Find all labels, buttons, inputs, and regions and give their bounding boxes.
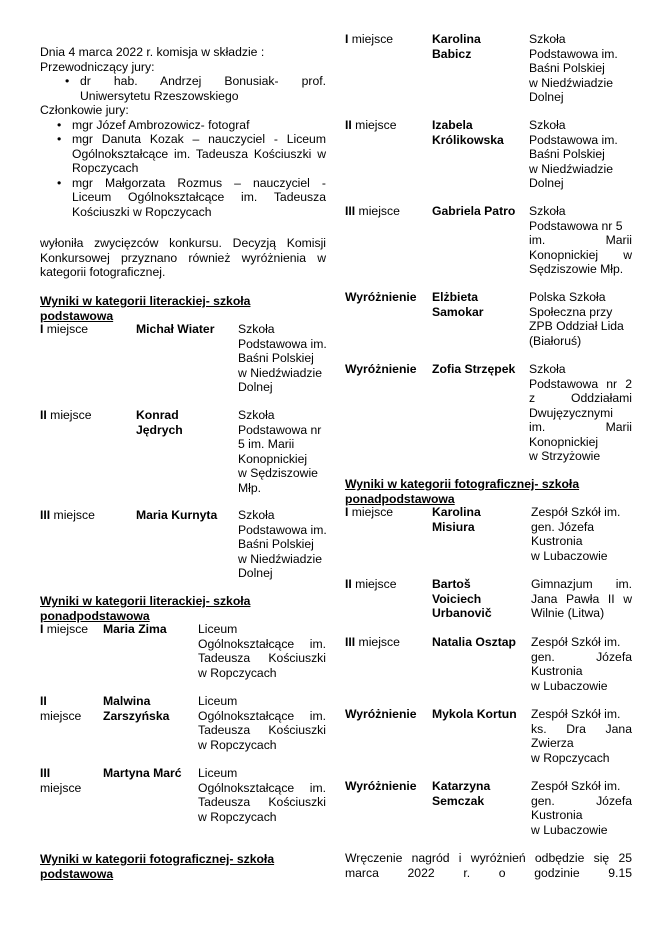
school-cell: Liceum Ogólnokształcące im. Tadeusza Kościuszki w Ropczycach: [198, 766, 326, 824]
winner-name: Karolina Babicz: [432, 32, 481, 61]
winner-name: Malwina Zarszyńska: [103, 694, 170, 723]
winner-name: Gabriela Patro: [432, 204, 516, 218]
intro-block: [40, 45, 326, 219]
winner-name: Maria Zima: [103, 622, 167, 636]
chair-label: Przewodniczący jury:: [40, 59, 155, 74]
place-cell: III miejsce: [345, 204, 400, 218]
place-cell: Wyróżnienie: [345, 707, 417, 721]
winner-name: Zofia Strzępek: [432, 362, 516, 376]
chair-list: [40, 74, 326, 103]
school-cell: Zespół Szkół im. gen. Józefa Kustronia w Lubaczowie: [531, 505, 621, 563]
members-label: Członkowie jury:: [40, 103, 129, 117]
place-cell: I miejsce: [345, 505, 394, 519]
place-cell: III miejsce: [345, 635, 400, 649]
members-list: [40, 118, 326, 220]
school-cell: Liceum Ogólnokształcące im. Tadeusza Kościuszki w Ropczycach: [198, 694, 326, 752]
intro-line: Dnia 4 marca 2022 r. komisja w składzie :: [40, 45, 265, 59]
winner-name: Bartoš Voiciech Urbanovič: [432, 577, 492, 620]
closing-paragraph: Wręczenie nagród i wyróżnień odbędzie się 25 marca 2022 r. o godzinie 9.15: [345, 851, 632, 880]
place-cell: I miejsce: [40, 322, 89, 336]
winner-name: Martyna Marć: [103, 766, 182, 780]
member-item: • mgr Małgorzata Rozmus – nauczyciel - Liceum Ogólnokształcące im. Tadeusza Kościuszki w Ropczycach: [72, 176, 326, 220]
school-cell: Gimnazjum im. Jana Pawła II w Wilnie (Litwa): [531, 577, 632, 620]
winner-name: Konrad Jędrych: [136, 408, 183, 437]
school-cell: Szkoła Podstawowa im. Baśni Polskiej w Niedźwiadzie Dolnej: [529, 118, 618, 190]
place-cell: II miejsce: [345, 577, 397, 591]
place-cell: I miejsce: [40, 622, 89, 636]
winner-name: Mykola Kortun: [432, 707, 517, 721]
school-cell: Liceum Ogólnokształcące im. Tadeusza Kościuszki w Ropczycach: [198, 622, 326, 680]
place-cell: II miejsce: [40, 694, 82, 723]
section-heading: Wyniki w kategorii literackiej- szkoła ponadpodstawowa: [40, 594, 251, 623]
section-heading: Wyniki w kategorii literackiej- szkoła podstawowa: [40, 294, 251, 323]
place-cell: III miejsce: [40, 508, 95, 522]
school-cell: Zespół Szkół im. gen. Józefa Kustronia w Lubaczowie: [531, 635, 632, 693]
school-cell: Zespół Szkół im. gen. Józefa Kustronia w Lubaczowie: [531, 779, 632, 837]
place-cell: II miejsce: [345, 118, 397, 132]
section-heading: Wyniki w kategorii fotograficznej- szkoła ponadpodstawowa: [345, 477, 580, 506]
winner-name: Michał Wiater: [136, 322, 215, 336]
winner-name: Katarzyna Semczak: [432, 779, 491, 808]
chair-item: • dr hab. Andrzej Bonusiak- prof. Uniwersytetu Rzeszowskiego: [80, 74, 326, 103]
school-cell: Szkoła Podstawowa nr 2 z Oddziałami Dwujęzycznymi im. Marii Konopnickiej w Strzyżowie: [529, 362, 632, 463]
winner-name: Elżbieta Samokar: [432, 290, 484, 319]
school-cell: Szkoła Podstawowa nr 5 im. Marii Konopnickiej w Sędziszowie Młp.: [238, 408, 322, 495]
school-cell: Szkoła Podstawowa im. Baśni Polskiej w Niedźwiadzie Dolnej: [238, 322, 327, 394]
section-heading: Wyniki w kategorii fotograficznej- szkoła podstawowa: [40, 852, 275, 881]
school-cell: Zespół Szkół im. ks. Dra Jana Zwierza w Ropczycach: [531, 707, 632, 765]
place-cell: III miejsce: [40, 766, 82, 795]
school-cell: Szkoła Podstawowa im. Baśni Polskiej w Niedźwiadzie Dolnej: [238, 508, 327, 580]
winner-name: Izabela Królikowska: [432, 118, 504, 147]
school-cell: Szkoła Podstawowa nr 5 im. Marii Konopnickiej w Sędziszowie Młp.: [529, 204, 632, 276]
school-cell: Szkoła Podstawowa im. Baśni Polskiej w Niedźwiadzie Dolnej: [529, 32, 618, 104]
winner-name: Maria Kurnyta: [136, 508, 218, 522]
member-item: • mgr Józef Ambrozowicz- fotograf: [72, 118, 326, 133]
winner-name: Natalia Osztap: [432, 635, 516, 649]
winner-name: Karolina Misiura: [432, 505, 481, 534]
place-cell: Wyróżnienie: [345, 779, 417, 793]
place-cell: I miejsce: [345, 32, 394, 46]
decision-paragraph: wyłoniła zwycięzców konkursu. Decyzją Komisji Konkursowej przyznano również wyróżnienia w kategorii fotograficznej.: [40, 236, 326, 279]
place-cell: Wyróżnienie: [345, 290, 417, 304]
place-cell: II miejsce: [40, 408, 92, 422]
school-cell: Polska Szkoła Społeczna przy ZPB Oddział Lida (Białoruś): [529, 290, 624, 348]
member-item: • mgr Danuta Kozak – nauczyciel - Liceum Ogólnokształcące im. Tadeusza Kościuszki w Ropczycach: [72, 132, 326, 176]
place-cell: Wyróżnienie: [345, 362, 417, 376]
